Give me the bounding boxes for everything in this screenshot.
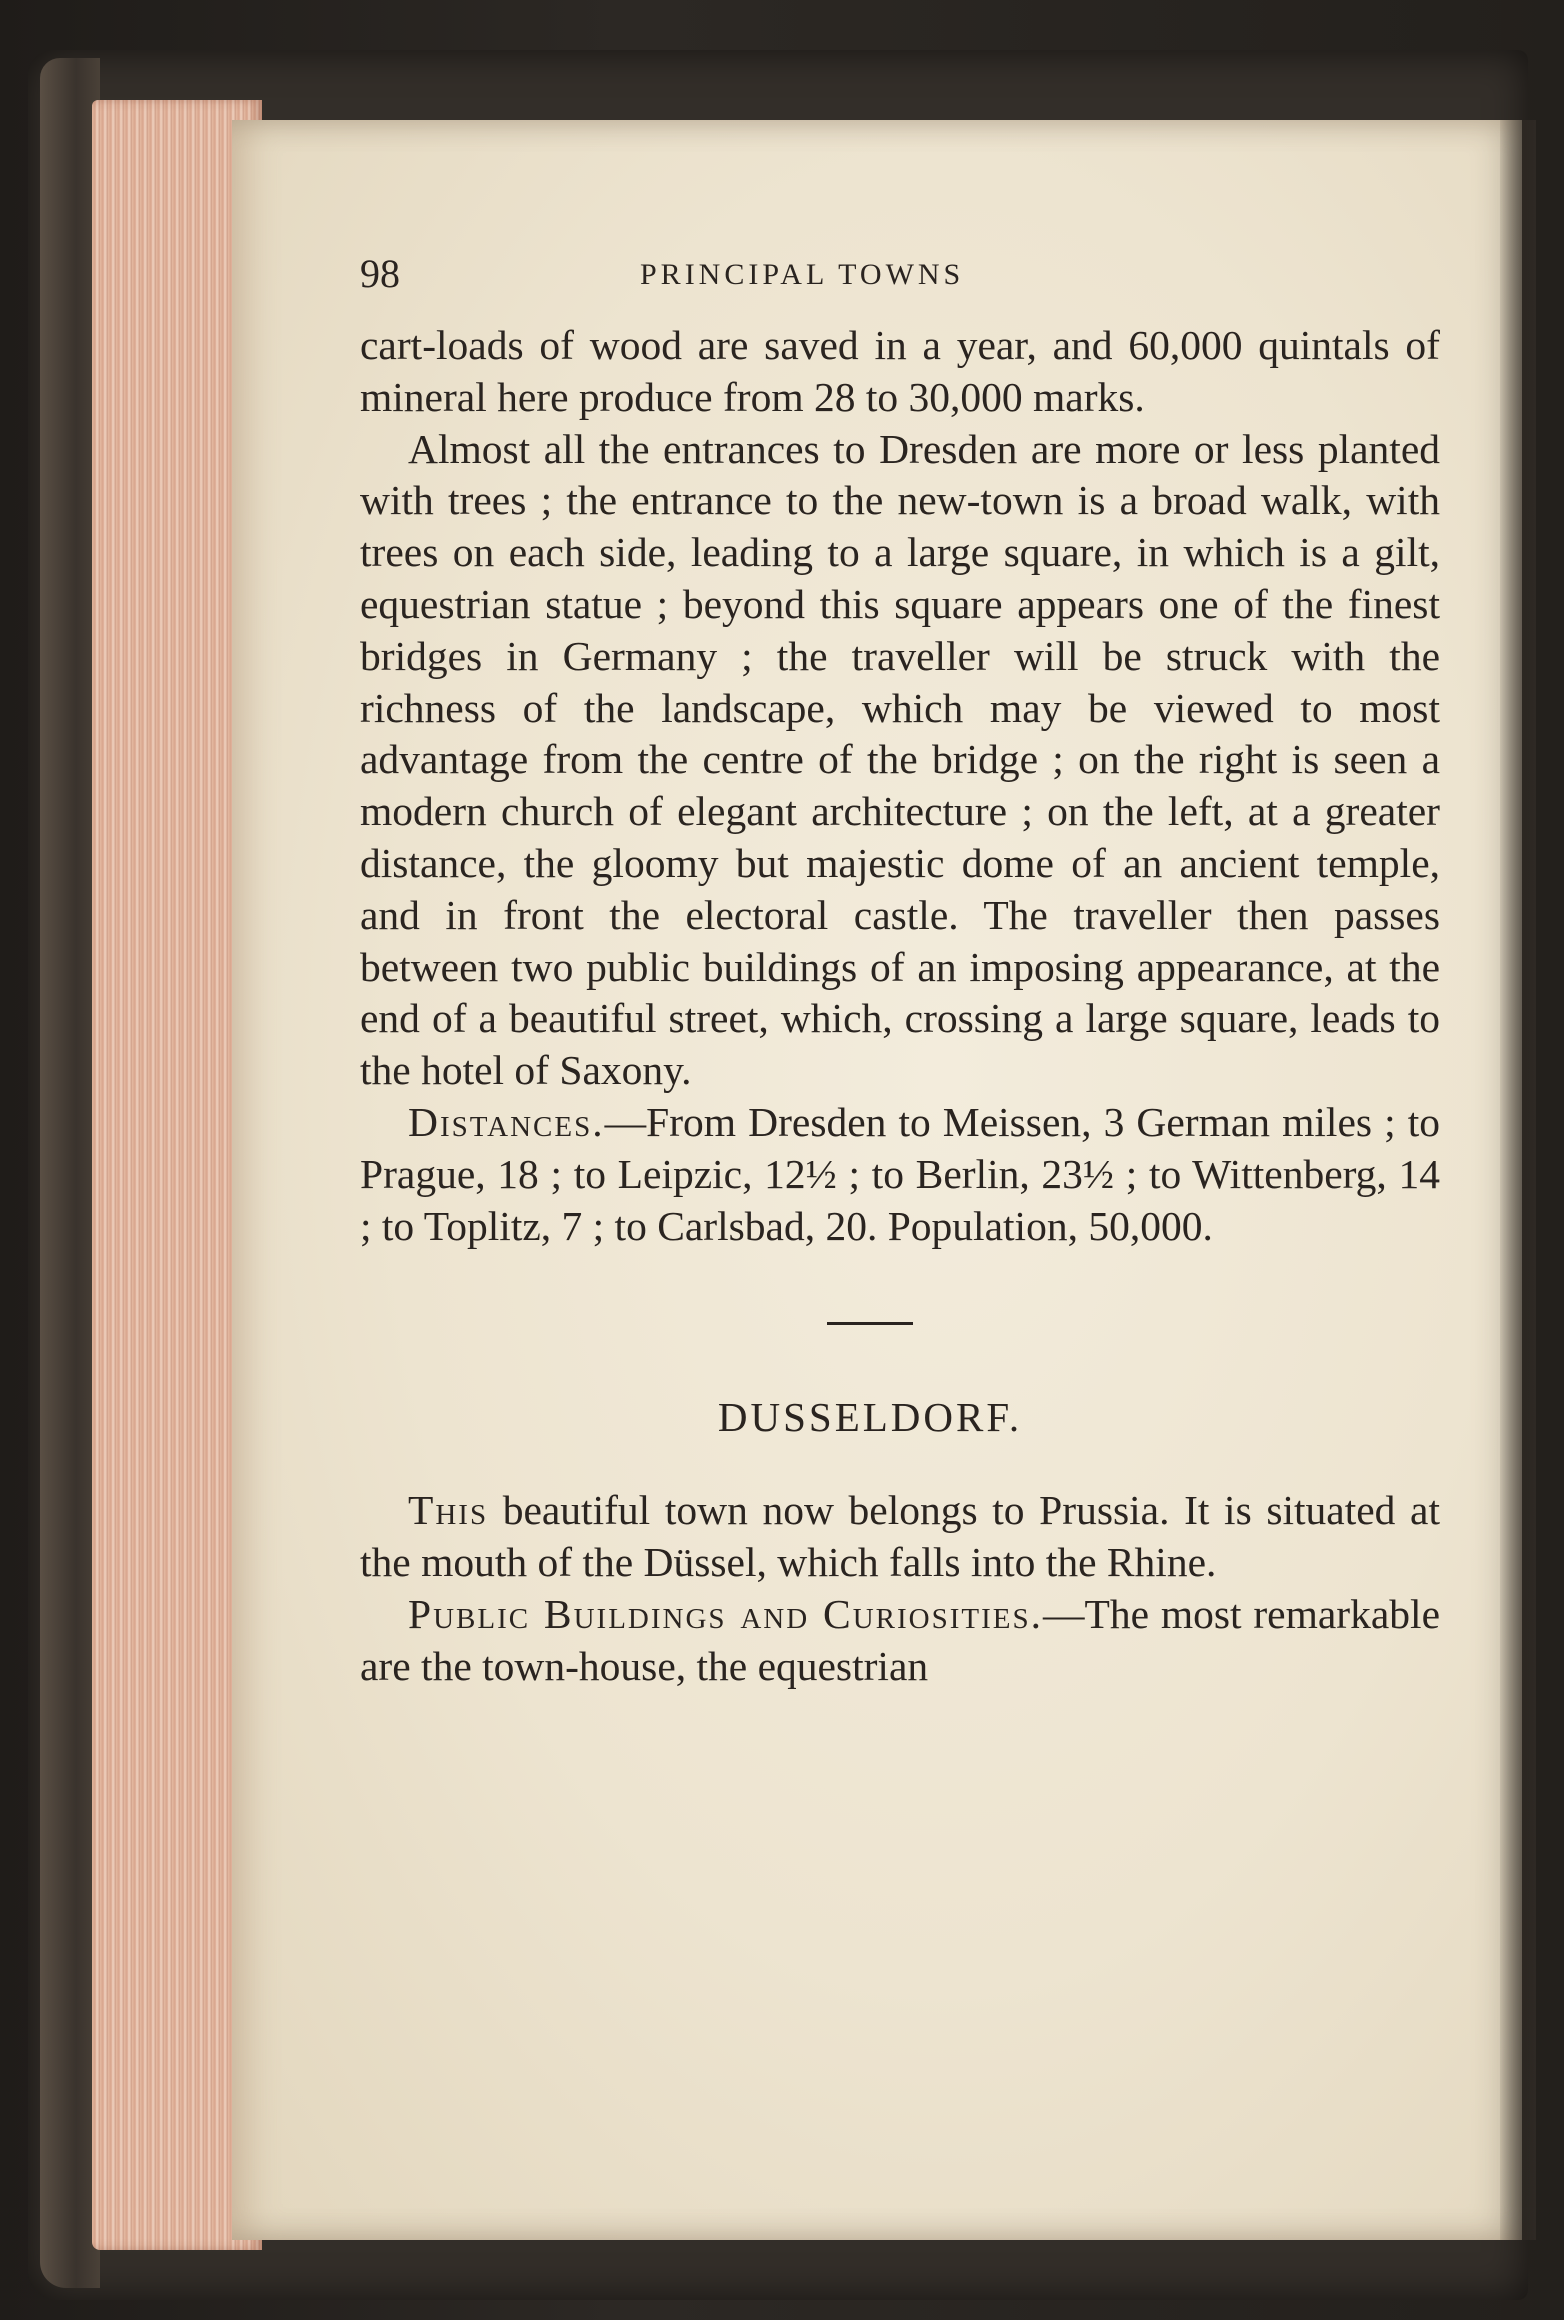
paragraph-distances (360, 1097, 1440, 1252)
page-body (360, 320, 1440, 1693)
distances-text: —From Dresden to Meissen, 3 German miles ; to Prague, 18 ; to Leipzic, 12½ ; to Berlin, 23½ ; to Wittenberg, 14 ; to Toplitz, 7 ; to Carlsbad, 20. Population, 50,000. (360, 1098, 1440, 1249)
gutter-shadow (1500, 120, 1536, 2240)
intro-text: beautiful town now belongs to Prussia. It is situated at the mouth of the Düssel, which falls into the Rhine. (360, 1487, 1440, 1586)
public-buildings-text: —The most remarkable are the town-house, the equestrian (360, 1590, 1440, 1689)
paragraph-dusseldorf-intro (360, 1485, 1440, 1589)
book-spine-edge (40, 58, 100, 2288)
running-head: PRINCIPAL TOWNS (640, 258, 965, 291)
distances-lead: Distances. (408, 1098, 605, 1145)
section-divider (827, 1322, 913, 1325)
public-buildings-lead: Public Buildings and Curiosities. (408, 1590, 1043, 1637)
section-title: DUSSELDORF. (717, 1394, 1023, 1441)
page-content (360, 250, 1440, 1693)
page-header (360, 250, 1440, 320)
intro-lead: This (408, 1487, 489, 1534)
paragraph-public-buildings (360, 1589, 1440, 1693)
page-number: 98 (360, 251, 400, 296)
paragraph-entrances: Almost all the entrances to Dresden are more or less planted with trees ; the entrance to the new-town is a broad walk, with trees on each side, leading to a large square, in which is a gilt, equestrian statue ; beyond this square appears one of the finest bridges in Germany ; the traveller will be struck with the richness of the landscape, which may be viewed to most advantage from the centre of the bridge ; on the right is seen a modern church of elegant architecture ; on the left, at a greater distance, the gloomy but majestic dome of an ancient temple, and in front the electoral castle. The traveller then passes between two public buildings of an imposing appearance, at the end of a beautiful street, which, crossing a large square, leads to the hotel of Saxony. (360, 425, 1440, 1094)
paragraph-continuation: cart-loads of wood are saved in a year, and 60,000 quintals of mineral here produce from 28 to 30,000 marks. (360, 322, 1440, 420)
